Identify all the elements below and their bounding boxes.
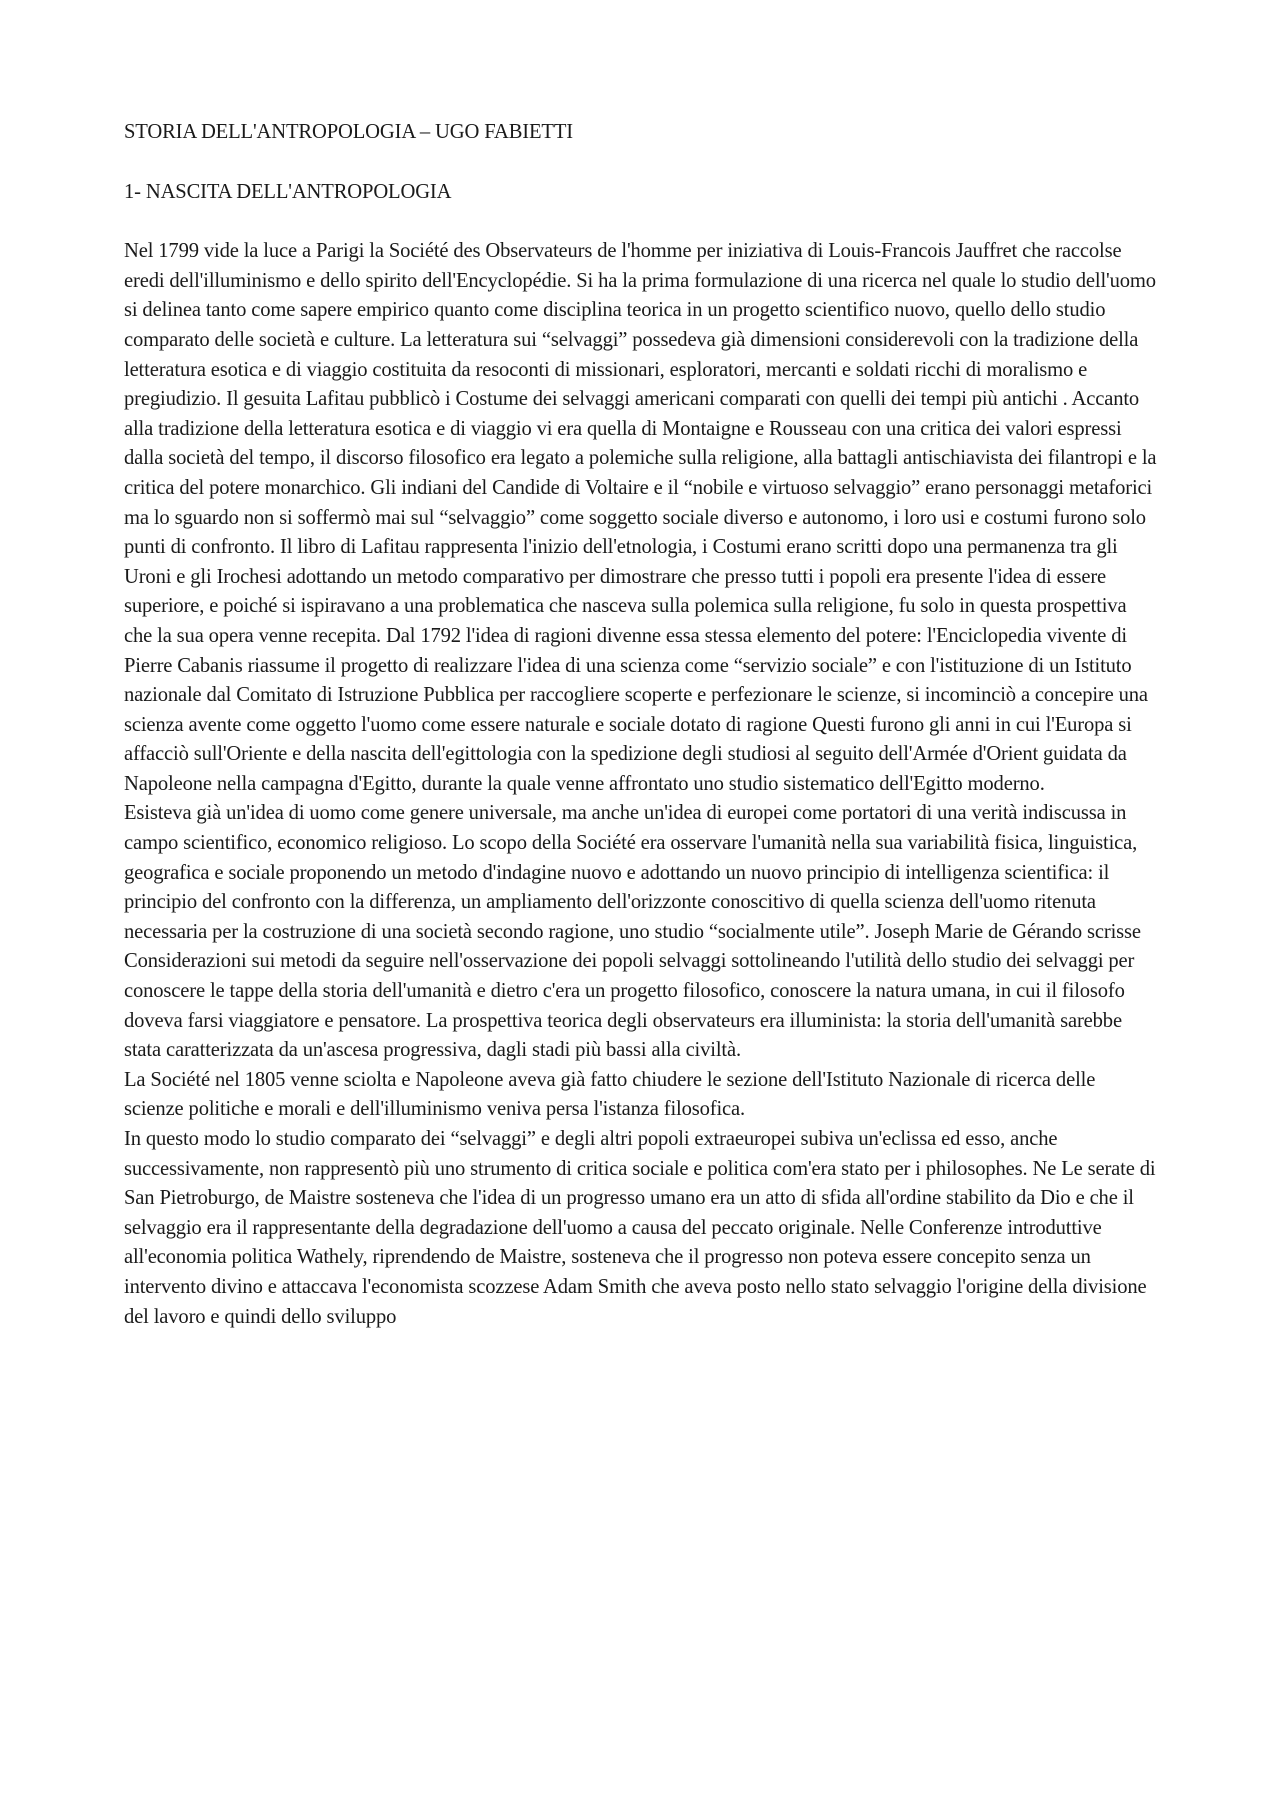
document-body	[124, 118, 1158, 1332]
paragraph-1: Nel 1799 vide la luce a Parigi la Société des Observateurs de l'homme per iniziativa di Louis-Francois Jauffret che raccolse eredi dell'illuminismo e dello spirito dell'Encyclopédie. Si ha la prima formulazione di una ricerca nel quale lo studio dell'uomo si delinea tanto come sapere empirico quanto come disciplina teorica in un progetto scientifico nuovo, quello dello studio comparato delle società e culture. La letteratura sui “selvaggi” possedeva già dimensioni considerevoli con la tradizione della letteratura esotica e di viaggio costituita da resoconti di missionari, esploratori, mercanti e soldati ricchi di moralismo e pregiudizio. Il gesuita Lafitau pubblicò i Costume dei selvaggi americani comparati con quelli dei tempi più antichi . Accanto alla tradizione della letteratura esotica e di viaggio vi era quella di Montaigne e Rousseau con una critica dei valori espressi dalla società del tempo, il discorso filosofico era legato a polemiche sulla religione, alla battagli antischiavista dei filantropi e la critica del potere monarchico. Gli indiani del Candide di Voltaire e il “nobile e virtuoso selvaggio” erano personaggi metaforici ma lo sguardo non si soffermò mai sul “selvaggio” come soggetto sociale diverso e autonomo, i loro usi e costumi furono solo punti di confronto. Il libro di Lafitau rappresenta l'inizio dell'etnologia, i Costumi erano scritti dopo una permanenza tra gli Uroni e gli Irochesi adottando un metodo comparativo per dimostrare che presso tutti i popoli era presente l'idea di essere superiore, e poiché si ispiravano a una problematica che nasceva sulla polemica sulla religione, fu solo in questa prospettiva che la sua opera venne recepita. Dal 1792 l'idea di ragioni divenne essa stessa elemento del potere: l'Enciclopedia vivente di Pierre Cabanis riassume il progetto di realizzare l'idea di una scienza come “servizio sociale” e con l'istituzione di un Istituto nazionale dal Comitato di Istruzione Pubblica per raccogliere scoperte e perfezionare le scienze, si incominciò a concepire una scienza avente come oggetto l'uomo come essere naturale e sociale dotato di ragione Questi furono gli anni in cui l'Europa si affacciò sull'Oriente e della nascita dell'egittologia con la spedizione degli studiosi al seguito dell'Armée d'Orient guidata da Napoleone nella campagna d'Egitto, durante la quale venne affrontato uno studio sistematico dell'Egitto moderno.	[124, 240, 1157, 795]
document-title: STORIA DELL'ANTROPOLOGIA – UGO FABIETTI	[124, 121, 574, 143]
paragraph-3: La Société nel 1805 venne sciolta e Napoleone aveva già fatto chiudere le sezione dell'Istituto Nazionale di ricerca delle scienze politiche e morali e dell'illuminismo veniva persa l'istanza filosofica.	[124, 1068, 1096, 1121]
paragraph-4: In questo modo lo studio comparato dei “selvaggi” e degli altri popoli extraeuropei subiva un'eclissa ed esso, anche successivamente, non rappresentò più uno strumento di critica sociale e politica com'era stato per i philosophes. Ne Le serate di San Pietroburgo, de Maistre sosteneva che l'idea di un progresso umano era un atto di sfida all'ordine stabilito da Dio e che il selvaggio era il rappresentante della degradazione dell'uomo a causa del peccato originale. Nelle Conferenze introduttive all'economia politica Wathely, riprendendo de Maistre, sosteneva che il progresso non poteva essere concepito senza un intervento divino e attaccava l'economista scozzese Adam Smith che aveva posto nello stato selvaggio l'origine della divisione del lavoro e quindi dello sviluppo	[124, 1128, 1156, 1328]
section-heading: 1- NASCITA DELL'ANTROPOLOGIA	[124, 180, 452, 203]
paragraph-2: Esisteva già un'idea di uomo come genere universale, ma anche un'idea di europei come portatori di una verità indiscussa in campo scientifico, economico religioso. Lo scopo della Société era osservare l'umanità nella sua variabilità fisica, linguistica, geografica e sociale proponendo un metodo d'indagine nuovo e adottando un nuovo principio di intelligenza scientifica: il principio del confronto con la differenza, un ampliamento dell'orizzonte conoscitivo di quella scienza dell'uomo ritenuta necessaria per la costruzione di una società secondo ragione, uno studio “socialmente utile”. Joseph Marie de Gérando scrisse Considerazioni sui metodi da seguire nell'osservazione dei popoli selvaggi sottolineando l'utilità dello studio dei selvaggi per conoscere le tappe della storia dell'umanità e dietro c'era un progetto filosofico, conoscere la natura umana, in cui il filosofo doveva farsi viaggiatore e pensatore. La prospettiva teorica degli observateurs era illuminista: la storia dell'umanità sarebbe stata caratterizzata da un'ascesa progressiva, dagli stadi più bassi alla civiltà.	[124, 802, 1141, 1062]
